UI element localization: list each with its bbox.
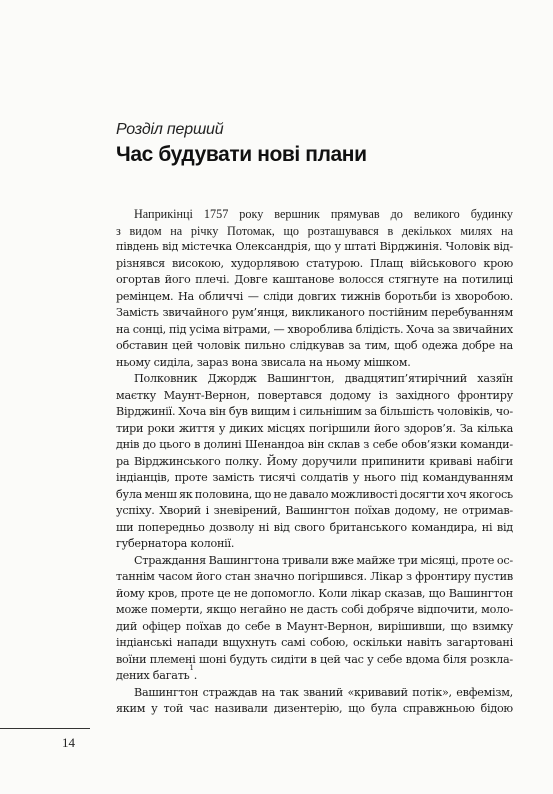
body-line: Вірджинії. Хоча він був вищим і сильнішим за більшість чоловіків, чо- [116, 405, 513, 418]
body-line: дених багать 1 . [116, 668, 513, 685]
body-line: днів до цього в долині Шенандоа він склав з себе обов’язки команди- [116, 438, 513, 451]
body-line: ньому сиділа, зараз вона звисала на ньому мішком. [116, 355, 411, 369]
body-line: різнявся високою, худорлявою статурою. Плащ військового крою [116, 256, 513, 270]
body-line: воїни племені шоні будуть сидіти в цей час у себе вдома біля розкла- [116, 652, 513, 666]
body-line: на сонці, під усіма вітрами, — хвороблива блідість. Хоча за звичайних [116, 322, 513, 336]
body-line: успіху. Хворий і зневірений, Вашингтон поїхав додому, не отримав- [116, 504, 513, 517]
page-number: 14 [62, 735, 75, 750]
body-line: тири роки життя у диких місцях погіршили його здоров’я. За кілька [116, 421, 513, 435]
body-text [116, 206, 513, 718]
body-line: обставин цей чоловік пильно слідкував за тим, щоб одежа добре на [116, 339, 513, 352]
body-line: яким у той час називали дизентерію, що була справжньою бідою [116, 702, 513, 715]
body-line: ремінцем. На обличчі — сліди довгих тижнів боротьби із хворобою. [116, 289, 513, 303]
body-line: йому кров, проте це не допомогло. Коли лікар сказав, що Вашингтон [116, 586, 513, 600]
body-line: Вашингтон страждав на так званий «кривавий потік», евфемізм, [134, 685, 513, 699]
body-line: дий офіцер поїхав до себе в Маунт-Вернон, вирішивши, що взимку [116, 619, 513, 633]
body-line: Полковник Джордж Вашингтон, двадцятип’ятирічний хазяїн [134, 372, 513, 385]
body-line: Наприкінці 1757 року вершник прямував до великого будинку [134, 207, 513, 221]
footer-rule [0, 728, 90, 729]
body-line: Страждання Вашингтона тривали вже майже три місяці, проте ос- [134, 553, 513, 567]
body-line: таннім часом його стан значно погіршився. Лікар з фронтиру пустив [116, 570, 513, 583]
body-line: ра Вірджинського полку. Йому доручили припинити криваві набіги [116, 454, 513, 468]
chapter-title: Час будувати нові плани [116, 143, 367, 166]
body-line: була менш як половина, що не давало можливості досягти хоч якогось [116, 487, 513, 501]
body-line: маєтку Маунт-Вернон, повертався додому із західного фронтиру [116, 388, 513, 402]
body-line: Замість звичайного рум’янця, викликаного постійним перебуванням [116, 306, 513, 319]
body-line: з видом на річку Потомак, що розташувався в декількох милях на [116, 223, 513, 238]
body-line: огортав його плечі. Довге каштанове волосся стягнуте на потилиці [116, 273, 513, 286]
body-line: південь від містечка Олександрія, що у штаті Вірджинія. Чоловік від- [116, 240, 513, 253]
body-line: губернатора колонії. [116, 537, 235, 550]
body-line: індіанські напади вщухнуть самі собою, оскільки навіть загартовані [116, 636, 513, 649]
footnote-marker: 1 [189, 664, 194, 672]
chapter-label: Розділ перший [116, 121, 224, 138]
body-line: може померти, якщо негайно не дасть собі добряче відпочити, моло- [116, 603, 513, 616]
body-line: ши попередньо дозволу ні від свого британського командира, ні від [116, 520, 513, 534]
body-line: індіанців, проте замість тисячі солдатів у нього під командуванням [116, 471, 513, 484]
